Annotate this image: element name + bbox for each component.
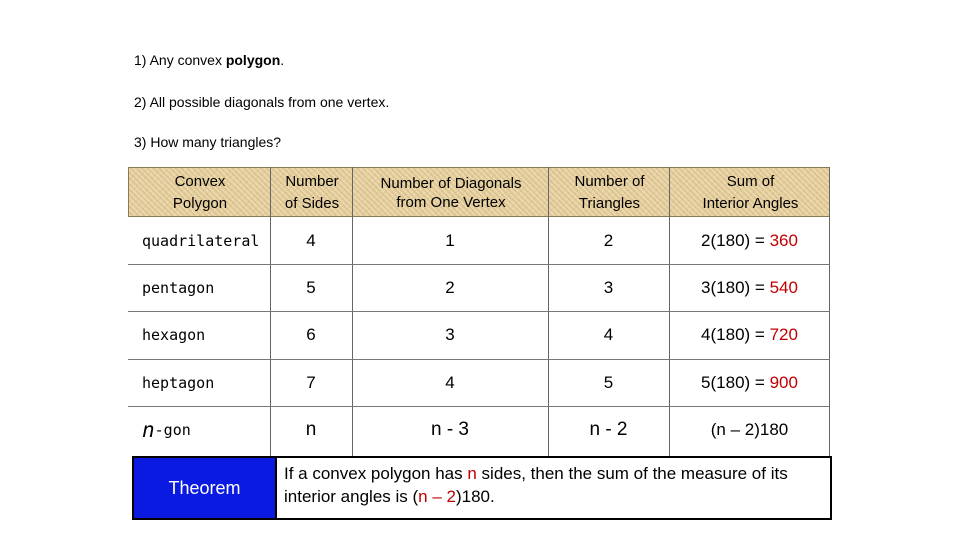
- diagonals-cell: 3: [445, 324, 455, 344]
- polygon-angle-table: [128, 167, 830, 457]
- sum-cell: 5(180) = 900: [701, 372, 798, 392]
- theorem-statement: If a convex polygon has n sides, then the sum of the measure of its interior angles is (n – 2)180.: [284, 464, 793, 506]
- sides-cell: 4: [306, 230, 316, 250]
- theorem-label: Theorem: [134, 458, 277, 518]
- header-triangles: Number of Triangles: [574, 173, 645, 212]
- triangles-cell: 5: [603, 372, 614, 392]
- sum-value: 360: [769, 230, 798, 250]
- triangles-cell: 4: [603, 324, 614, 344]
- theorem-box: [132, 456, 832, 520]
- step-1: 1) Any convex polygon.: [134, 52, 285, 68]
- sum-value: 900: [769, 372, 798, 392]
- polygon-name: quadrilateral: [142, 231, 260, 250]
- sides-cell: 7: [306, 372, 316, 392]
- diagonals-cell: n - 3: [430, 418, 470, 440]
- diagonals-cell: 4: [445, 372, 455, 392]
- sum-cell: 4(180) = 720: [701, 324, 798, 344]
- step-3: 3) How many triangles?: [134, 134, 282, 150]
- sum-cell: (n – 2)180: [710, 419, 789, 439]
- header-convex-polygon: Convex Polygon: [172, 173, 228, 212]
- polygon-name: pentagon: [142, 278, 215, 297]
- polygon-name: n -gon: [142, 417, 191, 442]
- header-diagonals: Number of Diagonals from One Vertex: [380, 175, 522, 211]
- table-row: [128, 217, 830, 264]
- sides-cell: n: [305, 418, 317, 440]
- triangles-cell: 2: [603, 230, 614, 250]
- diagonals-cell: 2: [445, 277, 455, 297]
- sum-value: 540: [769, 277, 798, 297]
- table-header: [128, 167, 830, 217]
- step-2: 2) All possible diagonals from one vertex.: [134, 94, 390, 110]
- table-row: [128, 264, 830, 311]
- sides-cell: 6: [306, 324, 316, 344]
- table-row: [128, 359, 830, 406]
- sum-value: 720: [769, 324, 798, 344]
- diagonals-cell: 1: [445, 230, 455, 250]
- header-number-of-sides: Number of Sides: [284, 173, 340, 212]
- triangles-cell: 3: [603, 277, 614, 297]
- sides-cell: 5: [306, 277, 316, 297]
- polygon-name: hexagon: [142, 325, 206, 344]
- polygon-name: heptagon: [142, 373, 215, 392]
- header-sum-angles: Sum of Interior Angles: [702, 173, 799, 212]
- step-1-keyword: polygon: [225, 52, 281, 68]
- sum-cell: 3(180) = 540: [701, 277, 798, 297]
- triangles-cell: n - 2: [589, 418, 628, 440]
- table-row: [128, 311, 830, 358]
- table-row: [128, 406, 830, 453]
- sum-cell: 2(180) = 360: [701, 230, 798, 250]
